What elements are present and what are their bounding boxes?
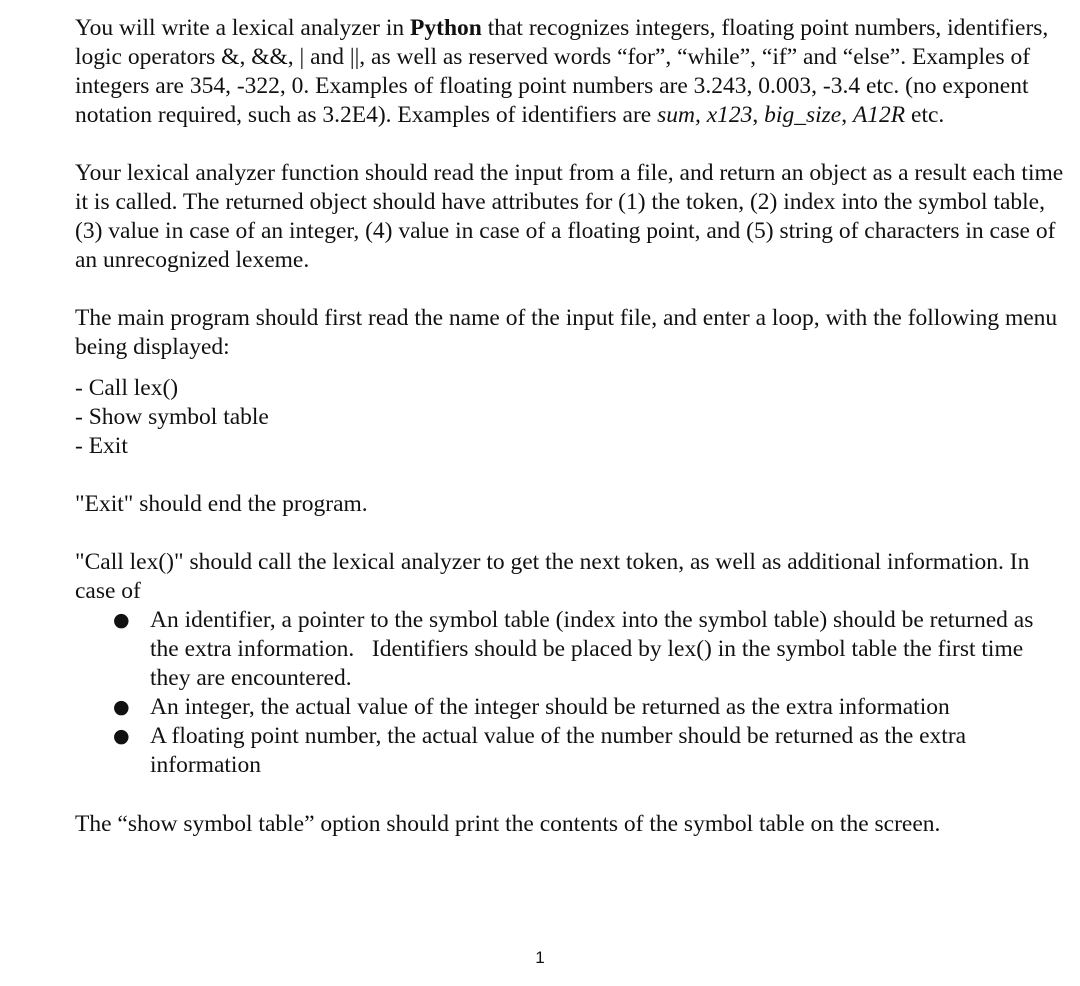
call-lex-paragraph: "Call lex()" should call the lexical analyzer to get the next token, as well as additional information. In case of [75, 549, 1030, 604]
list-item [75, 722, 1065, 780]
menu-list [75, 374, 1065, 461]
menu-item-show-symbol-table: - Show symbol table [75, 404, 269, 430]
example-separator-1: , [752, 102, 765, 128]
menu-item-call-lex: - Call lex() [75, 375, 179, 401]
intro-paragraph [75, 14, 1065, 130]
exit-paragraph: "Exit" should end the program. [75, 491, 368, 517]
intro-text-2: that recognizes integers, floating point numbers, identifiers, logic operators &, &&, | and ||, as well as reserved words “for”, “while”, “if” and “else”. Examples of integers are 354, -322, 0. Examples of floating point numbers are 3.243, 0.003, -3.4 etc. (no exponent notation required, such as 3.2E4). Examples of identifiers are [75, 15, 1049, 128]
example-big-size: big_size [764, 102, 842, 128]
intro-text-3: etc. [905, 102, 945, 128]
list-item [75, 693, 1065, 722]
intro-text-1: You will write a lexical analyzer in [75, 15, 411, 41]
bullet-icon: ● [113, 725, 130, 747]
list-item [75, 606, 1065, 693]
example-sum: sum, [657, 102, 701, 128]
bullet-text-identifier: An identifier, a pointer to the symbol table (index into the symbol table) should be returned as the extra information. Identifiers should be placed by lex() in the symbol table the first time they are encountered. [150, 607, 1034, 691]
bullet-text-integer: An integer, the actual value of the integer should be returned as the extra information [150, 694, 950, 720]
bullet-list [75, 606, 1065, 780]
symbol-table-paragraph: The “show symbol table” option should print the contents of the symbol table on the screen. [75, 811, 941, 837]
bullet-text-float: A floating point number, the actual value of the number should be returned as the extra information [150, 723, 967, 778]
page-number: 1 [535, 948, 545, 967]
example-x123: x123 [706, 102, 753, 128]
main-program-paragraph: The main program should first read the name of the input file, and enter a loop, with the following menu being displayed: [75, 305, 1058, 360]
python-bold: Python [410, 15, 482, 41]
example-separator-2: , [841, 102, 853, 128]
example-a12r: A12R [852, 102, 906, 128]
lexer-function-paragraph: Your lexical analyzer function should read the input from a file, and return an object as a result each time it is called. The returned object should have attributes for (1) the token, (2) index into the symbol table, (3) value in case of an integer, (4) value in case of a floating point, and (5) string of characters in case of an unrecognized lexeme. [75, 160, 1064, 273]
document-page [75, 14, 1065, 839]
bullet-icon: ● [113, 696, 130, 718]
menu-item-exit: - Exit [75, 433, 128, 459]
bullet-icon: ● [113, 609, 130, 631]
